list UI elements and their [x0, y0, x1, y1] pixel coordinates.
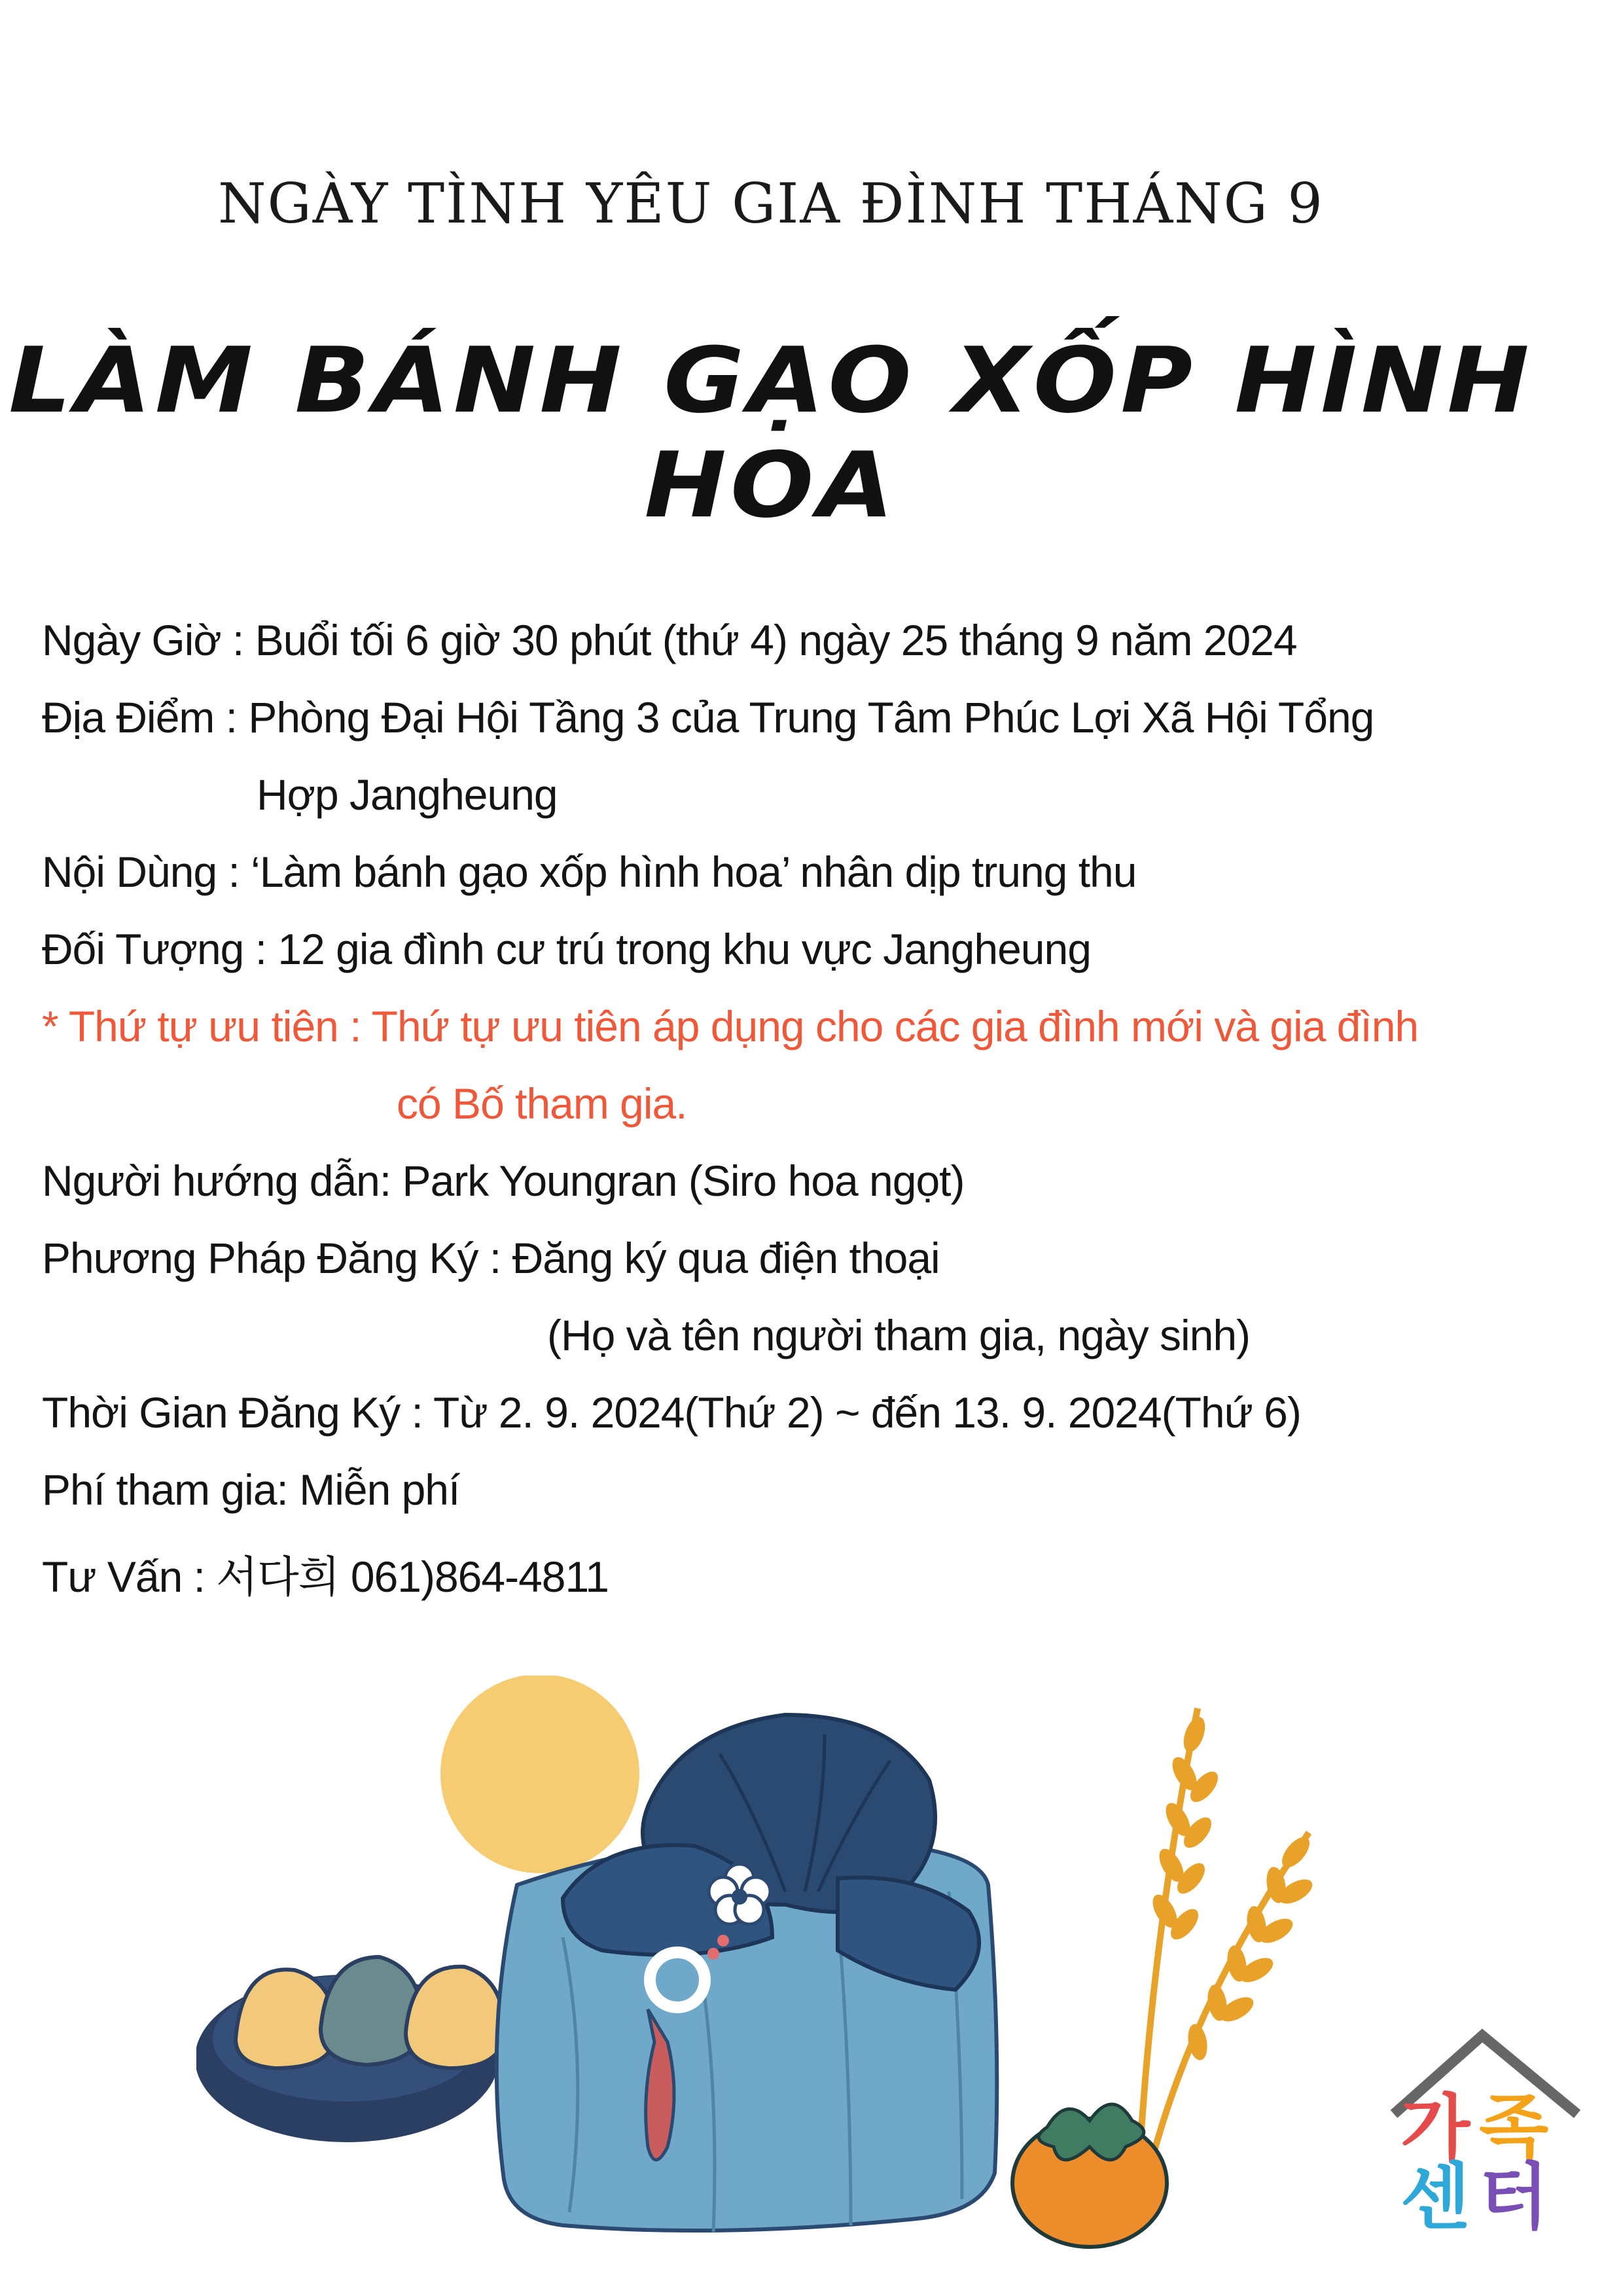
detail-instructor: Người hướng dẫn: Park Youngran (Siro hoa ngọt): [42, 1157, 965, 1205]
logo-char-4: 터: [1479, 2155, 1549, 2232]
rice-cake-shape: [406, 1967, 504, 2068]
detail-target: Đối Tượng : 12 gia đình cư trú trong khu vực Jangheung: [42, 925, 1091, 973]
detail-content: Nội Dùng : ‘Làm bánh gạo xốp hình hoa’ nhân dịp trung thu: [42, 848, 1137, 896]
detail-contact: Tư Vấn : 서다희 061)864-4811: [42, 1552, 609, 1601]
detail-register-period: Thời Gian Đăng Ký : Từ 2. 9. 2024(Thứ 2) ~ đến 13. 9. 2024(Thứ 6): [42, 1388, 1301, 1437]
event-title: LÀM BÁNH GẠO XỐP HÌNH HOA: [9, 328, 1533, 539]
detail-fee: Phí tham gia: Miễn phí: [42, 1465, 460, 1514]
detail-priority: * Thứ tự ưu tiên : Thứ tự ưu tiên áp dụng cho các gia đình mới và gia đình: [42, 1002, 1419, 1050]
detail-priority-cont: có Bố tham gia.: [397, 1079, 687, 1128]
detail-register-method-cont: (Họ và tên người tham gia, ngày sinh): [547, 1311, 1251, 1359]
detail-date: Ngày Giờ : Buổi tối 6 giờ 30 phút (thứ 4) ngày 25 tháng 9 năm 2024: [42, 616, 1297, 664]
logo-char-2: 족: [1479, 2087, 1549, 2170]
event-subtitle: NGÀY TÌNH YÊU GIA ĐÌNH THÁNG 9: [218, 171, 1324, 236]
chuseok-gift-illustration: [196, 1676, 1322, 2265]
rice-cake-shape: [321, 1957, 422, 2065]
moon-shape: [440, 1676, 639, 1873]
grain-stalk-shape: [1139, 1708, 1309, 2173]
detail-location-cont: Hợp Jangheung: [257, 770, 558, 819]
family-center-logo: [1381, 2022, 1590, 2232]
logo-char-3: 센: [1400, 2155, 1471, 2232]
detail-register-method: Phương Pháp Đăng Ký : Đăng ký qua điện thoại: [42, 1234, 940, 1282]
rice-cake-shape: [236, 1969, 334, 2068]
logo-char-1: 가: [1400, 2087, 1471, 2170]
detail-location: Địa Điểm : Phòng Đại Hội Tầng 3 của Trung Tâm Phúc Lợi Xã Hội Tổng: [42, 693, 1374, 742]
